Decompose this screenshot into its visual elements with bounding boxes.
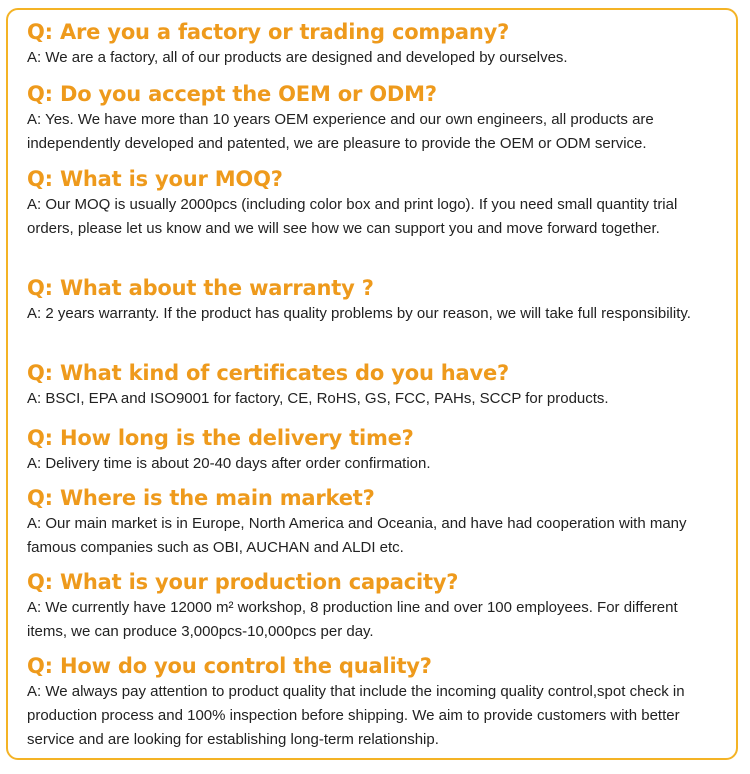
faq-question: Q: How do you control the quality? xyxy=(27,654,432,678)
faq-question: Q: What is your MOQ? xyxy=(27,167,283,191)
faq-item-capacity xyxy=(27,568,717,644)
faq-answer: A: Delivery time is about 20-40 days after order confirmation. xyxy=(27,455,431,472)
faq-answer: A: We currently have 12000 m² workshop, 8 production line and over 100 employees. For different items, we can produce 3,000pcs-10,000pcs per day. xyxy=(27,599,678,640)
faq-item-delivery xyxy=(27,424,717,476)
faq-item-oem xyxy=(27,80,717,156)
faq-item-quality xyxy=(27,652,717,752)
faq-item-factory xyxy=(27,18,717,70)
faq-answer: A: 2 years warranty. If the product has quality problems by our reason, we will take full responsibility. xyxy=(27,305,691,322)
faq-item-market xyxy=(27,484,717,560)
faq-answer: A: We are a factory, all of our products are designed and developed by ourselves. xyxy=(27,49,568,66)
faq-question: Q: What is your production capacity? xyxy=(27,570,459,594)
faq-question: Q: Where is the main market? xyxy=(27,486,375,510)
faq-answer: A: We always pay attention to product quality that include the incoming quality control,spot check in production process and 100% inspection before shipping. We aim to provide customers with better service and are looking for establishing long-term relationship. xyxy=(27,683,685,748)
faq-answer: A: Our MOQ is usually 2000pcs (including color box and print logo). If you need small quantity trial orders, please let us know and we will see how we can support you and move forward together. xyxy=(27,196,678,237)
faq-question: Q: Do you accept the OEM or ODM? xyxy=(27,82,437,106)
faq-answer: A: Our main market is in Europe, North America and Oceania, and have had cooperation with many famous companies such as OBI, AUCHAN and ALDI etc. xyxy=(27,515,687,556)
faq-question: Q: How long is the delivery time? xyxy=(27,426,414,450)
faq-answer: A: BSCI, EPA and ISO9001 for factory, CE, RoHS, GS, FCC, PAHs, SCCP for products. xyxy=(27,390,609,407)
faq-question: Q: What kind of certificates do you have? xyxy=(27,361,510,385)
faq-item-moq xyxy=(27,165,717,241)
faq-answer: A: Yes. We have more than 10 years OEM experience and our own engineers, all products are independently developed and patented, we are pleasure to provide the OEM or ODM service. xyxy=(27,111,654,152)
faq-item-warranty xyxy=(27,274,717,326)
faq-question: Q: What about the warranty ? xyxy=(27,276,374,300)
faq-question: Q: Are you a factory or trading company? xyxy=(27,20,510,44)
faq-item-certificates xyxy=(27,359,717,411)
